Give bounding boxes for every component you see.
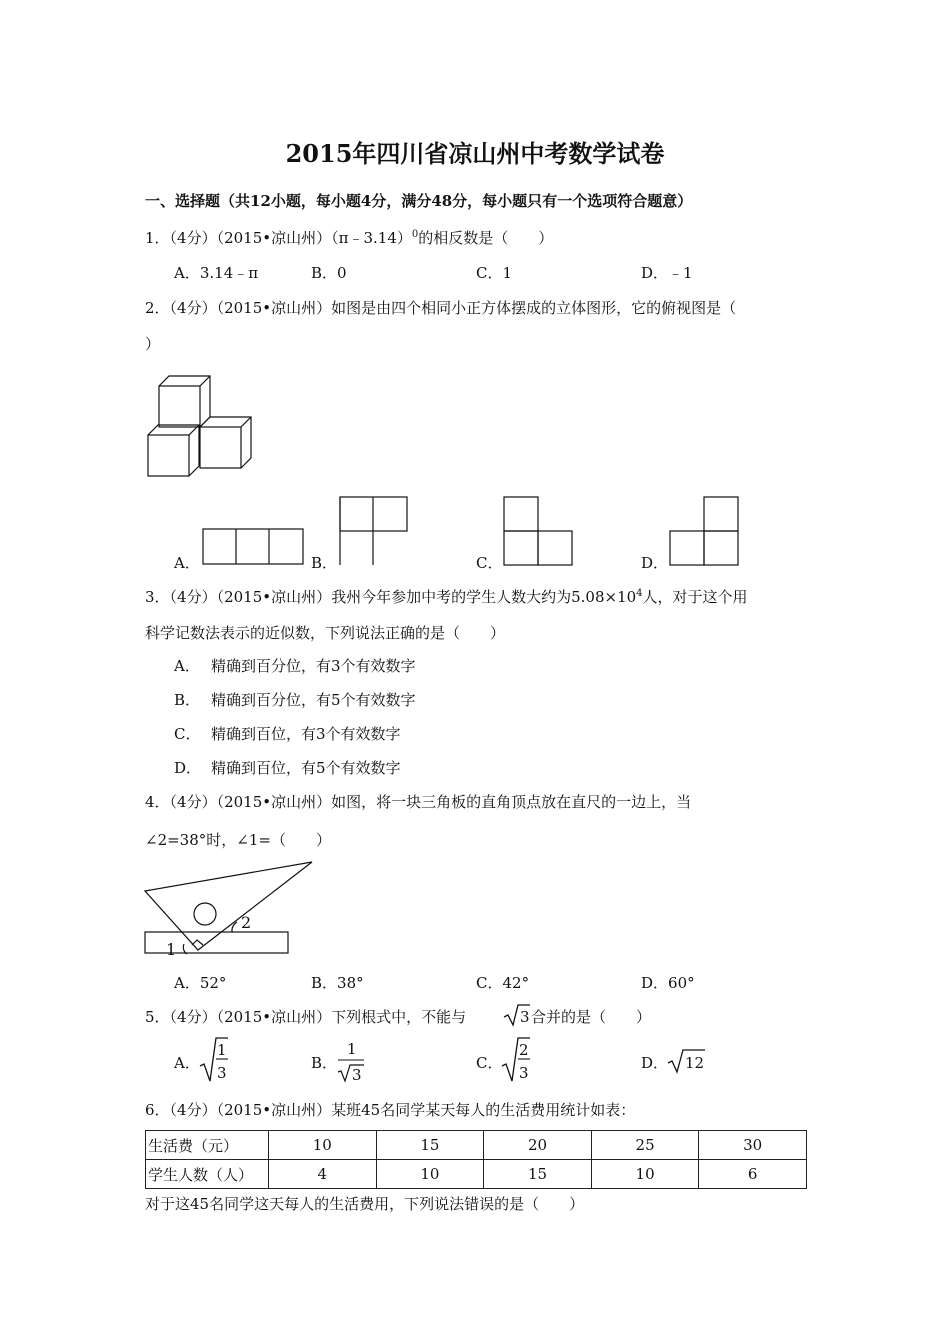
q1-option-b: B．0 — [311, 264, 347, 282]
q5a-numerator: 1 — [217, 1041, 227, 1059]
q2-option-b: B． — [311, 554, 338, 572]
top-view-a-figure — [202, 528, 305, 566]
q3-option-c-label: C． — [174, 725, 201, 743]
row-header-students: 学生人数（人） — [146, 1160, 269, 1189]
q1-option-a: A．3.14﹣π — [174, 264, 259, 282]
table-cell: 20 — [484, 1131, 592, 1160]
angle-1-label: 1 — [166, 940, 177, 959]
table-cell: 15 — [376, 1131, 484, 1160]
q1-exponent: 0 — [411, 229, 419, 240]
table-cell: 10 — [269, 1131, 377, 1160]
sqrt3-radicand: 3 — [520, 1008, 530, 1026]
table-row — [146, 1131, 807, 1160]
question-2-stem-end: ） — [145, 335, 161, 353]
table-cell: 25 — [591, 1131, 699, 1160]
q2-option-c: C． — [476, 554, 503, 572]
q1-option-d: D．﹣1 — [641, 264, 693, 282]
question-1-stem — [145, 227, 553, 248]
q5-option-c-radical — [501, 1036, 531, 1084]
q5b-denominator: 3 — [352, 1066, 362, 1084]
q3-option-d-label: D． — [174, 759, 202, 777]
triangle-ruler-figure — [140, 858, 320, 958]
cubes-figure — [140, 370, 260, 480]
q3-option-a-text: 精确到百分位，有3个有效数字 — [211, 657, 416, 675]
q5-option-a-label: A． — [174, 1054, 200, 1072]
q3-exponent: 4 — [636, 588, 643, 599]
question-2-stem: 2．（4分）（2015•凉山州）如图是由四个相同小正方体摆成的立体图形，它的俯视图是（ — [145, 299, 737, 317]
table-cell: 10 — [376, 1160, 484, 1189]
q5-option-d-label: D． — [641, 1054, 669, 1072]
q4-option-d: D．60° — [641, 974, 695, 992]
q5-option-d-radical — [667, 1048, 707, 1074]
spending-table — [145, 1130, 807, 1189]
q5c-denominator: 3 — [519, 1064, 529, 1082]
q4-option-a: A．52° — [174, 974, 227, 992]
q3-option-c-text: 精确到百位，有3个有效数字 — [211, 725, 401, 743]
q3-stem-b: 人，对于这个用 — [642, 588, 748, 606]
table-cell: 6 — [699, 1160, 807, 1189]
q5b-numerator: 1 — [347, 1040, 357, 1058]
q4-option-c: C．42° — [476, 974, 530, 992]
table-cell: 15 — [484, 1160, 592, 1189]
q5-option-b-fraction — [336, 1038, 366, 1084]
q3-option-a-label: A． — [174, 657, 200, 675]
q5c-numerator: 2 — [519, 1041, 529, 1059]
question-4-stem-2: ∠2=38°时，∠1=（ ） — [145, 831, 331, 849]
question-4-stem: 4．（4分）（2015•凉山州）如图，将一块三角板的直角顶点放在直尺的一边上，当 — [145, 793, 692, 811]
question-3-stem-2: 科学记数法表示的近似数，下列说法正确的是（ ） — [145, 624, 506, 642]
top-view-c-figure — [503, 496, 573, 568]
question-3-stem — [145, 586, 748, 607]
q1-option-c: C．1 — [476, 264, 513, 282]
question-6-after-table: 对于这45名同学这天每人的生活费用，下列说法错误的是（ ） — [145, 1195, 585, 1213]
q2-option-a: A． — [174, 554, 200, 572]
table-cell: 10 — [591, 1160, 699, 1189]
q4-option-b: B．38° — [311, 974, 364, 992]
q3-option-b-label: B． — [174, 691, 201, 709]
q5d-radicand: 12 — [685, 1054, 705, 1072]
top-view-b-figure — [339, 496, 409, 568]
page-title: 2015年四川省凉山州中考数学试卷 — [285, 139, 665, 168]
q3-stem-a: 3．（4分）（2015•凉山州）我州今年参加中考的学生人数大约为5.08×10 — [145, 588, 637, 606]
q2-option-d: D． — [641, 554, 669, 572]
table-cell: 4 — [269, 1160, 377, 1189]
q5a-denominator: 3 — [217, 1064, 227, 1082]
top-view-d-figure — [669, 496, 741, 568]
q1-stem-b: 的相反数是（ ） — [418, 229, 554, 247]
q1-stem-a: 1．（4分）（2015•凉山州）（π﹣3.14） — [145, 229, 412, 247]
section-heading: 一、选择题（共12小题，每小题4分，满分48分，每小题只有一个选项符合题意） — [145, 192, 693, 210]
q5-option-a-radical — [199, 1036, 229, 1084]
q3-option-d-text: 精确到百位，有5个有效数字 — [211, 759, 401, 777]
angle-2-label: 2 — [241, 913, 252, 932]
question-6-stem: 6．（4分）（2015•凉山州）某班45名同学某天每人的生活费用统计如表： — [145, 1101, 636, 1119]
question-5-stem-a: 5．（4分）（2015•凉山州）下列根式中，不能与 — [145, 1008, 467, 1026]
q3-option-b-text: 精确到百分位，有5个有效数字 — [211, 691, 416, 709]
table-cell: 30 — [699, 1131, 807, 1160]
sqrt3-inline — [503, 1003, 531, 1027]
table-row — [146, 1160, 807, 1189]
q5-option-b-label: B． — [311, 1054, 338, 1072]
q5-option-c-label: C． — [476, 1054, 503, 1072]
question-5-stem-b: 合并的是（ ） — [531, 1008, 652, 1026]
row-header-spending: 生活费（元） — [146, 1131, 269, 1160]
